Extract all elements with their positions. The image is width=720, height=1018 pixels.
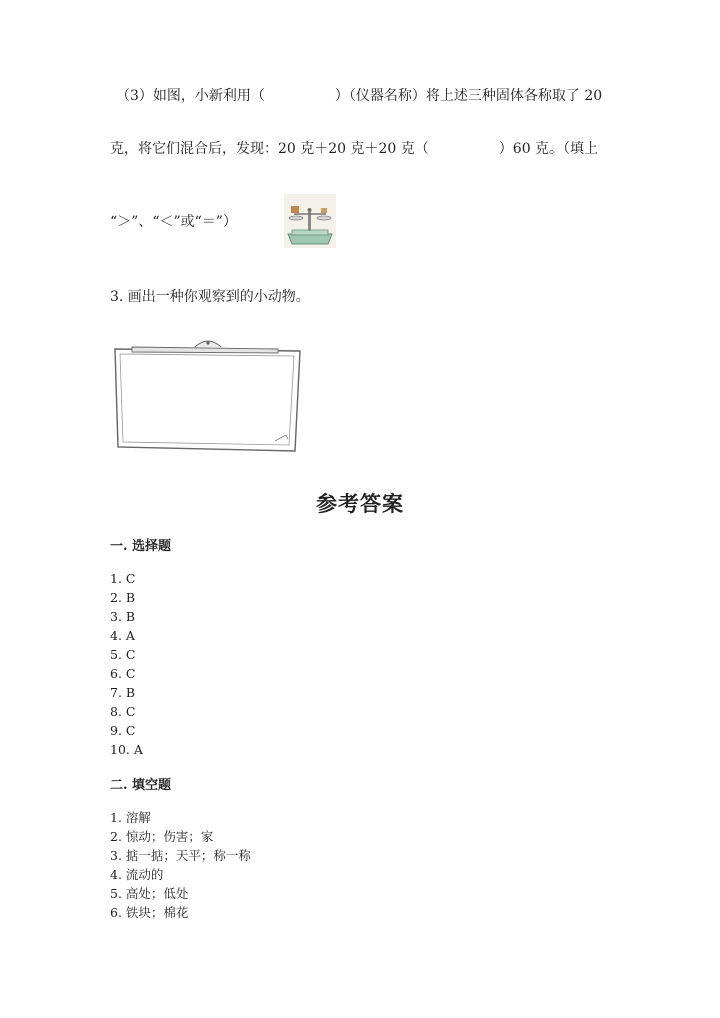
list-item: 3. B bbox=[110, 609, 136, 624]
section-choice-heading: 一. 选择题 bbox=[110, 539, 172, 554]
question-part3-line2: 克，将它们混合后，发现：20 克＋20 克＋20 克（ ）60 克。（填上 bbox=[110, 141, 599, 157]
choice-answers-list bbox=[110, 569, 143, 759]
list-item: 1. C bbox=[110, 571, 136, 586]
list-item: 10. A bbox=[110, 742, 143, 757]
list-item: 4. 流动的 bbox=[110, 867, 164, 882]
balance-scale-image bbox=[284, 194, 336, 248]
list-item: 9. C bbox=[110, 723, 136, 738]
question-part3-line3: “＞”、“＜”或“＝”） bbox=[110, 214, 237, 230]
list-item: 2. B bbox=[110, 590, 136, 605]
drawing-frame bbox=[110, 335, 305, 455]
list-item: 5. 高处；低处 bbox=[110, 886, 189, 901]
list-item: 7. B bbox=[110, 685, 136, 700]
list-item: 6. C bbox=[110, 666, 136, 681]
list-item: 1. 溶解 bbox=[110, 810, 151, 825]
list-item: 6. 铁块；棉花 bbox=[110, 905, 189, 920]
list-item: 4. A bbox=[110, 628, 135, 643]
question-part3-line1: （3）如图，小新利用（ ）（仪器名称）将上述三种固体各称取了 20 bbox=[116, 88, 603, 104]
list-item: 8. C bbox=[110, 704, 136, 719]
section-fill-heading: 二. 填空题 bbox=[110, 778, 172, 793]
answer-key-title: 参考答案 bbox=[316, 491, 404, 516]
list-item: 5. C bbox=[110, 647, 136, 662]
fill-answers-list bbox=[110, 808, 251, 922]
question-3-text: 3. 画出一种你观察到的小动物。 bbox=[110, 289, 310, 305]
list-item: 3. 掂一掂；天平；称一称 bbox=[110, 848, 251, 863]
list-item: 2. 惊动；伤害；家 bbox=[110, 829, 214, 844]
